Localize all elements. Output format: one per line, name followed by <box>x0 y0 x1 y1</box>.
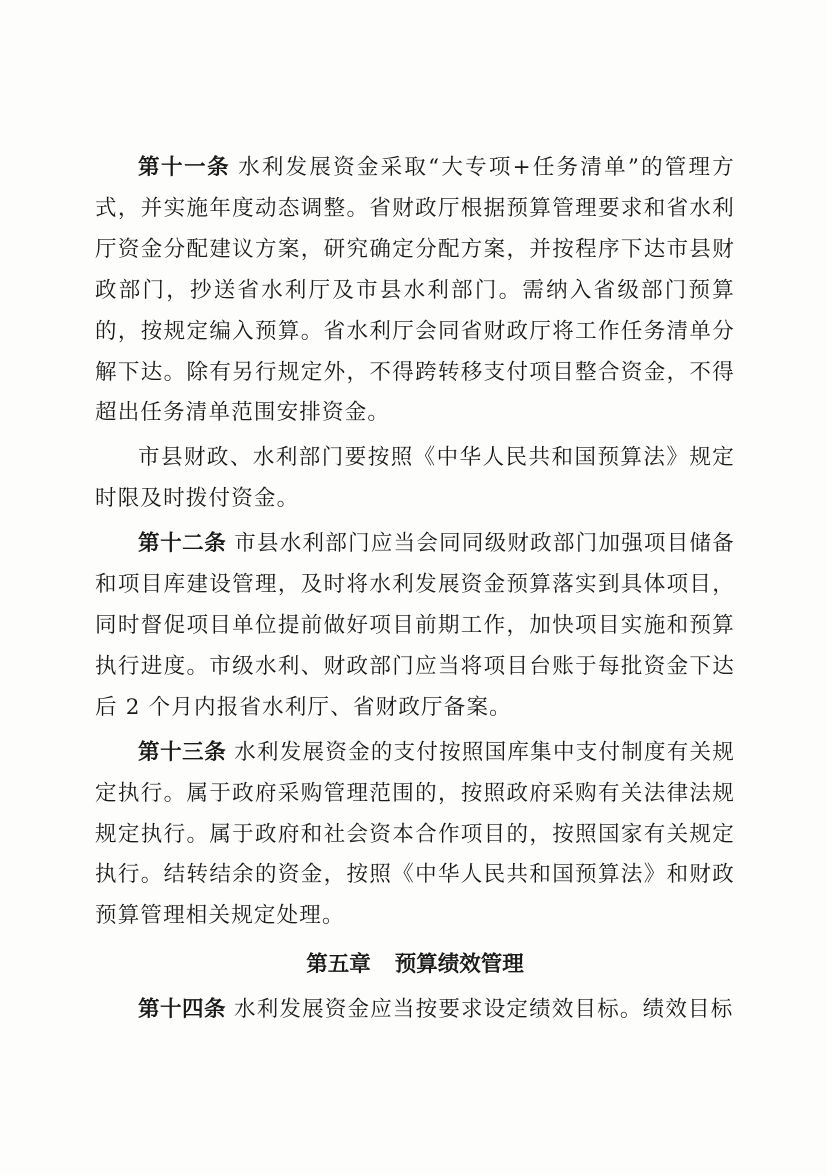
article-11-cont-text: 市县财政、水利部门要按照《中华人民共和国预算法》规定时限及时拨付资金。 <box>95 445 735 512</box>
article-14-text: 水利发展资金应当按要求设定绩效目标。绩效目标 <box>234 997 734 1023</box>
chapter-number: 第五章 <box>306 952 371 978</box>
article-12 <box>95 524 735 729</box>
article-11-text: 水利发展资金采取“大专项+任务清单”的管理方式，并实施年度动态调整。省财政厅根据预算管理要求和省水利厅资金分配建议方案，研究确定分配方案，并按程序下达市县财政部门，抄送省水利厅及市县水利部门。需纳入省级部门预算的，按规定编入预算。省水利厅会同省财政厅将工作任务清单分解下达。除有另行规定外，不得跨转移支付项目整合资金，不得超出任务清单范围安排资金。 <box>95 155 735 426</box>
article-11-continuation <box>95 438 735 520</box>
article-13 <box>95 733 735 938</box>
article-12-heading: 第十二条 <box>138 531 227 557</box>
chapter-title: 预算绩效管理 <box>394 952 524 978</box>
article-14-heading: 第十四条 <box>138 997 227 1023</box>
article-13-text: 水利发展资金的支付按照国库集中支付制度有关规定执行。属于政府采购管理范围的，按照政府采购有关法律法规规定执行。属于政府和社会资本合作项目的，按照国家有关规定执行。结转结余的资金，按照《中华人民共和国预算法》和财政预算管理相关规定处理。 <box>95 739 735 929</box>
article-11-heading: 第十一条 <box>138 155 231 180</box>
article-12-text: 市县水利部门应当会同同级财政部门加强项目储备和项目库建设管理，及时将水利发展资金预算落实到具体项目，同时督促项目单位提前做好项目前期工作，加快项目实施和预算执行进度。市级水利、财政部门应当将项目台账于每批资金下达后 2 个月内报省水利厅、省财政厅备案。 <box>95 531 735 720</box>
document-page <box>95 148 735 1138</box>
article-11 <box>95 148 735 434</box>
article-14 <box>95 990 735 1031</box>
chapter-heading <box>95 945 735 986</box>
article-13-heading: 第十三条 <box>138 739 227 765</box>
